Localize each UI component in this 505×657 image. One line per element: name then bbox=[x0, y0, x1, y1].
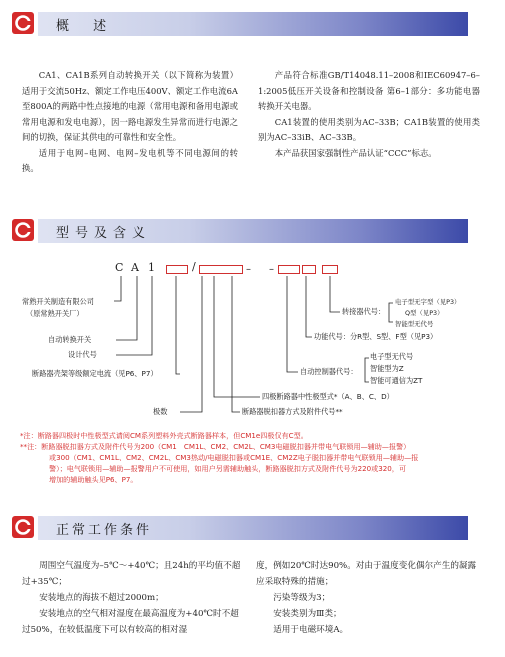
paragraph: 本产品获国家强制性产品认证“CCC”标志。 bbox=[274, 147, 437, 158]
section-header-conditions bbox=[38, 516, 468, 540]
label-ats: 自动转换开关 bbox=[48, 335, 92, 344]
code-box-poles bbox=[199, 265, 243, 274]
label-function: 功能代号：分R型、S型、F型（见P3） bbox=[314, 332, 438, 341]
controller-option: 智能可通信为ZT bbox=[370, 376, 423, 385]
paragraph: 安装地点的海拔不超过2000m； bbox=[39, 593, 164, 603]
controller-option: 电子型无代号 bbox=[370, 352, 414, 361]
code-letter: C bbox=[115, 261, 124, 274]
footnote: *注：断路器四极时中性极型式请阅CM系列塑料外壳式断路器样本，但CM1e四极仅有C型。 bbox=[20, 431, 308, 440]
label-neutral: 四极断路器中性极型式*（A、B、C、D） bbox=[262, 392, 394, 401]
paragraph: 适用于电磁环境A。 bbox=[273, 625, 349, 635]
paragraph: CA1、CA1B系列自动转换开关（以下简称为装置）适用于交流50Hz、额定工作电压400V、额定工作电流6A至800A的两路中性点接地的电源（常用电源和备用电源或常用电源和发电电源），因一路电源发生异常而进行电源之间的切换，保证其供电的可靠性和安全性。 bbox=[22, 70, 238, 142]
transfer-option: Q型（见P3） bbox=[405, 309, 444, 317]
paragraph: 度，例如20℃时达90%。对由于温度变化偶尔产生的凝露应采取特殊的措施； bbox=[256, 561, 477, 587]
label-poles: 极数 bbox=[153, 407, 168, 416]
label-frame: 断路器壳架等级额定电流（见P6、P7） bbox=[32, 369, 158, 378]
footnotes bbox=[20, 430, 485, 485]
code-letter: 1 bbox=[148, 261, 155, 274]
brand-logo-icon bbox=[12, 516, 34, 538]
label-design: 设计代号 bbox=[68, 350, 97, 359]
paragraph: CA1装置的使用类别为AC–33B；CA1B装置的使用类别为AC–33iB、AC–33B。 bbox=[258, 116, 480, 142]
code-box-frame bbox=[166, 265, 188, 274]
code-letter: A bbox=[131, 261, 139, 274]
paragraph: 安装类别为Ⅲ类； bbox=[273, 609, 342, 619]
footnote: 或300（CM1、CM1L、CM2、CM2L、CM3热动/电磁脱扣器或CM1E、CM2Z电子脱扣器并带电气联锁用—辅助—报 bbox=[49, 453, 419, 462]
paragraph: 适用于电网–电网、电网–发电机等不同电源间的转换。 bbox=[22, 147, 238, 173]
footnote: 警）；电气联锁用—辅助—报警用户不可使用，如用户另需辅助触头，断路器脱扣方式及附件代号为220或320，可 bbox=[49, 464, 406, 473]
conditions-right-column bbox=[256, 558, 482, 638]
code-box-function bbox=[302, 265, 316, 274]
transfer-option: 智能型无代号 bbox=[395, 320, 434, 328]
conditions-left-column bbox=[22, 558, 244, 638]
paragraph: 安装地点的空气相对湿度在最高温度为+40℃时不超过50%，在较低温度下可以有较高的相对湿 bbox=[22, 609, 239, 635]
code-box-transfer bbox=[322, 265, 338, 274]
paragraph: 产品符合标准GB/T14048.11–2008和IEC60947–6–1:2005低压开关设备和控制设备 第6–1部分：多功能电器 转换开关电器。 bbox=[258, 70, 480, 111]
label-maker-sub: （原常熟开关厂） bbox=[26, 309, 84, 318]
label-release: 断路器脱扣器方式及附件代号** bbox=[242, 407, 343, 416]
section-title: 正常工作条件 bbox=[56, 523, 153, 538]
code-slash: / bbox=[192, 260, 196, 273]
section-title: 型号及含义 bbox=[56, 226, 152, 241]
footnote: **注：断路器脱扣器方式及附件代号为200（CM1 CM1L、CM2、CM2L、CM3电磁脱扣器并带电气联锁用—辅助—报警） bbox=[20, 442, 411, 451]
label-transfer: 转接器代号： bbox=[342, 307, 386, 316]
controller-option: 智能型为Z bbox=[370, 364, 404, 373]
paragraph: 污染等级为3； bbox=[273, 593, 331, 603]
section-title: 概 述 bbox=[56, 19, 117, 34]
label-controller: 自动控制器代号： bbox=[300, 367, 358, 376]
label-maker: 常熟开关制造有限公司 bbox=[22, 297, 94, 306]
code-box-controller bbox=[278, 265, 300, 274]
footnote: 增加的辅助触头见P6、P7。 bbox=[49, 475, 138, 484]
transfer-option: 电子型无字型（见P3） bbox=[395, 298, 461, 306]
paragraph: 周围空气温度为–5℃～+40℃；且24h的平均值不超过+35℃； bbox=[22, 561, 241, 587]
